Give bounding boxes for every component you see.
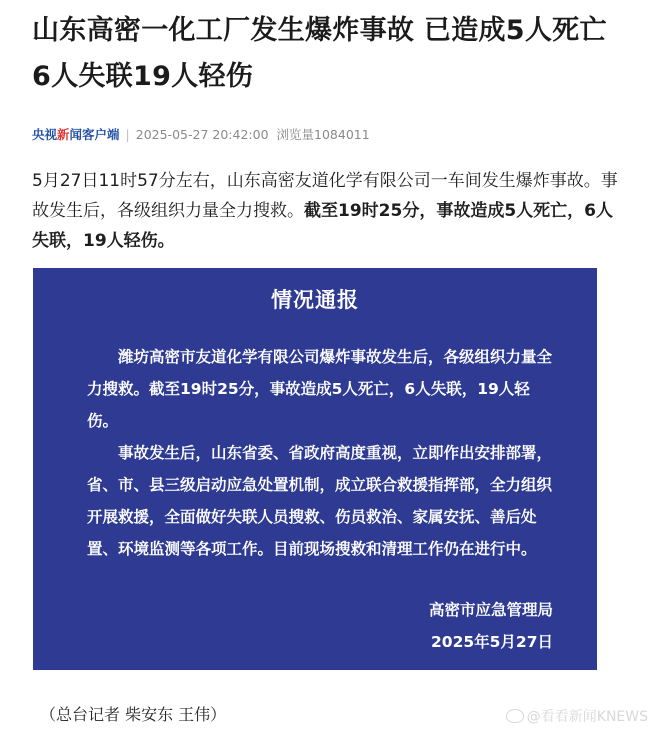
- reporter-credit: （总台记者 柴安东 王伟）: [40, 705, 227, 724]
- lead-text: 5月27日11时57分左右，山东高密友道化学有限公司一车间发生爆炸事故。事故发生后，各级组织力量全力搜救。: [32, 171, 618, 221]
- notice-paragraph-2: 事故发生后，山东省委、省政府高度重视，立即作出安排部署，省、市、县三级启动应急处置机制，成立联合救援指挥部，全力组织开展救援，全面做好失联人员搜救、伤员救治、家属安抚、善后处置、环境监测等各项工作。目前现场搜救和清理工作仍在进行中。: [87, 444, 553, 558]
- article: [0, 0, 654, 256]
- source-prefix: 央视: [32, 127, 58, 142]
- notice-date: 2025年5月27日: [431, 633, 553, 651]
- article-meta: [32, 124, 622, 144]
- notice-signature-block: [429, 594, 553, 658]
- lead-bold-text: 截至19时25分，事故造成5人死亡，6人失联，19人轻伤。: [32, 201, 613, 251]
- notice-title: 情况通报: [271, 288, 359, 312]
- watermark-text: @看看新闻KNEWS: [526, 709, 648, 725]
- source-xin: 新: [57, 127, 70, 142]
- source-logo[interactable]: [32, 125, 120, 143]
- view-count: 浏览量1084011: [276, 127, 370, 142]
- article-lead: [32, 166, 622, 256]
- notice-image: [33, 268, 597, 670]
- notice-signature: 高密市应急管理局: [428, 601, 553, 619]
- source-suffix: 闻客户端: [69, 127, 120, 142]
- notice-paragraph-1: 潍坊高密市友道化学有限公司爆炸事故发生后，各级组织力量全力搜救。截至19时25分，事故造成5人死亡，6人失联，19人轻伤。: [87, 348, 553, 430]
- watermark: [506, 706, 648, 726]
- weibo-icon: [506, 709, 524, 723]
- notice-body: [87, 341, 559, 565]
- publish-datetime: 2025-05-27 20:42:00: [135, 126, 269, 142]
- meta-separator: |: [125, 126, 130, 142]
- article-headline: 山东高密一化工厂发生爆炸事故 已造成5人死亡6人失联19人轻伤: [32, 15, 607, 92]
